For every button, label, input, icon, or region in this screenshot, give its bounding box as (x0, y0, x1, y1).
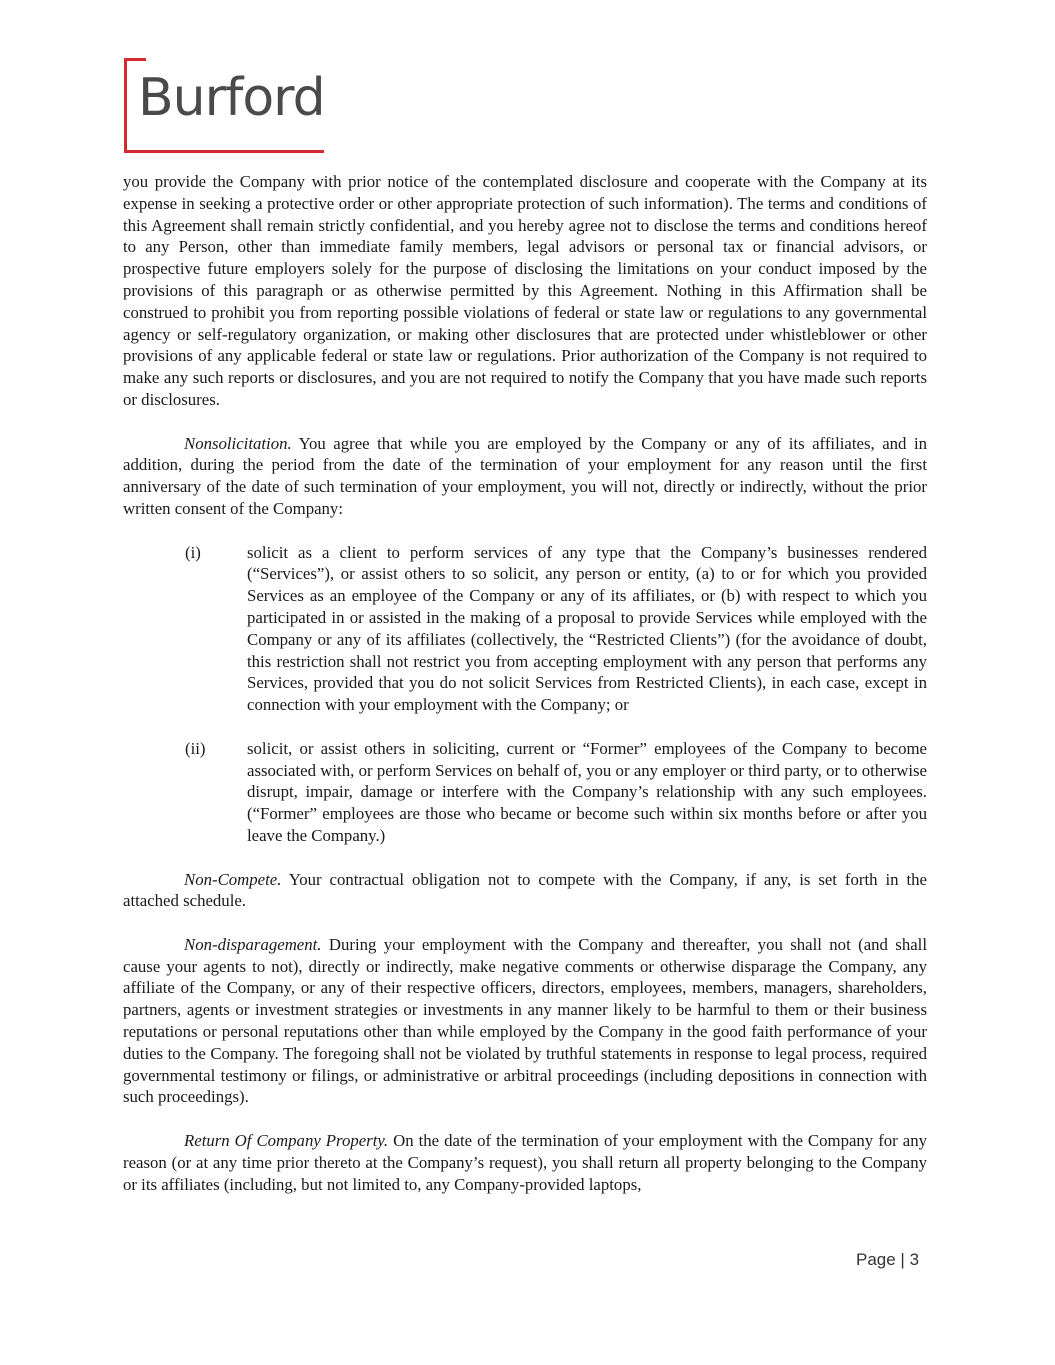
confidentiality-paragraph: you provide the Company with prior notice of the contemplated disclosure and cooperate with the Company at its expense in seeking a protective order or other appropriate protection of such information). The terms and conditions of this Agreement shall remain strictly confidential, and you hereby agree not to disclose the terms and conditions hereof to any Person, other than immediate family members, legal advisors or personal tax or financial advisors, or prospective future employers solely for the purpose of disclosing the limitations on your conduct imposed by the provisions of this paragraph or as otherwise permitted by this Agreement. Nothing in this Affirmation shall be construed to prohibit you from reporting possible violations of federal or state law or regulations to any governmental agency or self-regulatory organization, or making other disclosures that are protected under whistleblower or other provisions of any applicable federal or state law or regulations. Prior authorization of the Company is not required to make any such reports or disclosures, and you are not required to notify the Company that you have made such reports or disclosures. (123, 172, 927, 409)
list-item (123, 542, 927, 716)
nonsolicitation-heading: Nonsolicitation. (184, 433, 292, 453)
return-property-paragraph (123, 1130, 927, 1195)
return-property-text: On the date of the termination of your employment with the Company for any reason (or at any time prior thereto at the Company’s request), you shall return all property belonging to the Company or its affiliates (including, but not limited to, any Company-provided laptops, (123, 1131, 927, 1194)
noncompete-text: Your contractual obligation not to compete with the Company, if any, is set forth in the attached schedule. (123, 869, 927, 911)
list-item-text: solicit, or assist others in soliciting, current or “Former” employees of the Company to become associated with, or perform Services on behalf of, you or any employer or third party, or to otherwise disrupt, impair, damage or interfere with the Company’s relationship with any such employees. (“Former” employees are those who became or become such within six months before or after you leave the Company.) (247, 738, 927, 845)
noncompete-heading: Non-Compete. (184, 869, 282, 889)
return-property-heading: Return Of Company Property. (184, 1131, 389, 1151)
logo-bracket-top (124, 58, 146, 61)
nonsolicitation-text: You agree that while you are employed by the Company or any of its affiliates, and in addition, during the period from the date of the termination of your employment for any reason until the first anniversary of the date of such termination of your employment, you will not, directly or indirectly, without the prior written consent of the Company: (123, 433, 927, 518)
document-body (123, 171, 927, 1217)
list-item (123, 738, 927, 847)
list-item-number: (ii) (185, 738, 206, 758)
logo-wordmark: Burford (138, 68, 325, 128)
nonsolicitation-paragraph (123, 433, 927, 520)
logo-bracket-left (124, 58, 127, 153)
nondisparagement-heading: Non-disparagement. (184, 934, 322, 954)
page-number: Page | 3 (856, 1250, 920, 1269)
logo-bracket-bottom (124, 150, 324, 153)
burford-logo (124, 58, 324, 153)
list-item-number: (i) (185, 542, 201, 562)
nondisparagement-text: During your employment with the Company and thereafter, you shall not (and shall cause your agents to not), directly or indirectly, make negative comments or otherwise disparage the Company, any affiliate of the Company, or any of their respective officers, directors, employees, members, managers, shareholders, partners, agents or investment strategies or investments in any manner likely to be harmful to them or their business reputations or personal reputations other than while employed by the Company in the good faith performance of your duties to the Company. The foregoing shall not be violated by truthful statements in response to legal process, required governmental testimony or filings, or administrative or arbitral proceedings (including depositions in connection with such proceedings). (123, 934, 927, 1107)
nondisparagement-paragraph (123, 934, 927, 1108)
list-item-text: solicit as a client to perform services of any type that the Company’s businesses rendered (“Services”), or assist others to so solicit, any person or entity, (a) to or for which you provided Services as an employee of the Company or any of its affiliates, or (b) with respect to which you participated in or assisted in the making of a proposal to provide Services while employed with the Company or any of its affiliates (collectively, the “Restricted Clients”) (for the avoidance of doubt, this restriction shall not restrict you from accepting employment with any person that performs any Services, provided that you do not solicit Services from Restricted Clients), in each case, except in connection with your employment with the Company; or (247, 542, 927, 715)
noncompete-paragraph (123, 869, 927, 913)
